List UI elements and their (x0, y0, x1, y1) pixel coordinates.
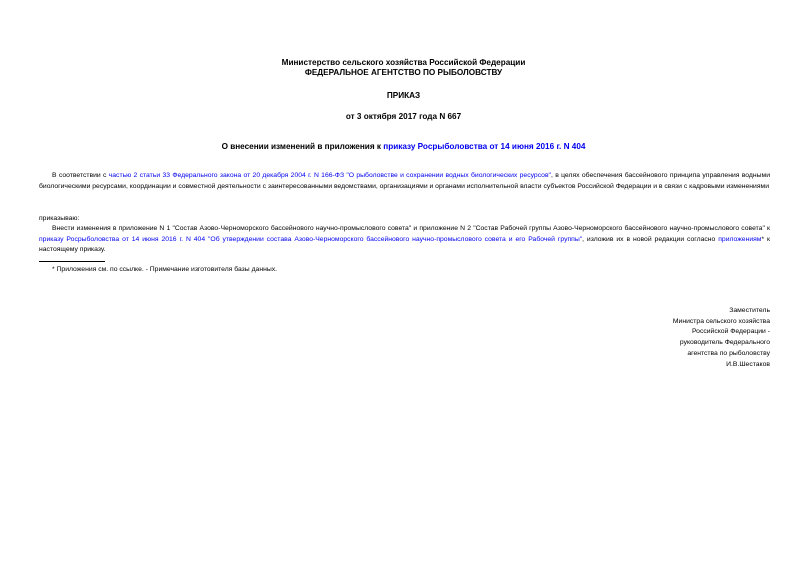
ministry-title: Министерство сельского хозяйства Российской Федерации (281, 58, 526, 67)
footnote-divider (39, 261, 105, 262)
signatory-name: И.В.Шестаков (726, 360, 770, 368)
order-text-end: * к настоящему приказу. (39, 235, 770, 254)
agency-title: ФЕДЕРАЛЬНОЕ АГЕНТСТВО ПО РЫБОЛОВСТВУ (304, 68, 503, 77)
order-404-link[interactable]: приказу Росрыболовства от 14 июня 2016 г. N 404 "Об утверждении состава Азово-Черноморского бассейнового научно-промыслового совета и его Рабочей группы" (39, 235, 583, 243)
footnote-text: * Приложения см. по ссылке. - Примечание изготовителя базы данных. (52, 266, 278, 273)
document-date: от 3 октября 2017 года N 667 (345, 112, 462, 121)
signature-line: агентства по рыболовству (687, 349, 770, 357)
signature-line: Российской Федерации - (691, 328, 770, 336)
signature-line: Заместитель (729, 307, 770, 314)
subject-prefix: О внесении изменений в приложения к (221, 142, 384, 151)
signature-block (570, 306, 770, 370)
appendices-link[interactable]: приложениям (718, 235, 762, 243)
preamble-text-start: В соответствии с (52, 172, 109, 179)
document-subject (0, 141, 807, 152)
order-text-start: Внести изменения в приложение N 1 "Состав Азово-Черноморского бассейнового научно-промыслового совета" и приложение N 2 "Состав Рабочей группы Азово-Черноморского бассейнового научно-промыслового совета" к (52, 225, 770, 232)
federal-law-link[interactable]: частью 2 статьи 33 Федерального закона от 20 декабря 2004 г. N 166-ФЗ "О рыболовстве и сохранении водных биологических ресурсов" (108, 172, 551, 179)
order-paragraph (39, 224, 770, 256)
order-word: приказываю: (39, 215, 80, 222)
document-type: ПРИКАЗ (386, 91, 421, 100)
preamble-paragraph (39, 171, 770, 192)
subject-order-link[interactable]: приказу Росрыболовства от 14 июня 2016 г. N 404 (383, 142, 586, 151)
preamble-text-end: , в целях обеспечения бассейнового принципа управления водными биологическими ресурсами, координации и совместной деятельности с заинтересованными ведомствами, организациями и органами исполнительной власти субъектов Российской Федерации и в связи с кадровыми изменениями (39, 172, 770, 190)
order-text-middle: , изложив их в новой редакции согласно (582, 235, 719, 243)
signature-line: руководитель Федерального (679, 339, 770, 347)
signature-line: Министра сельского хозяйства (672, 317, 770, 325)
